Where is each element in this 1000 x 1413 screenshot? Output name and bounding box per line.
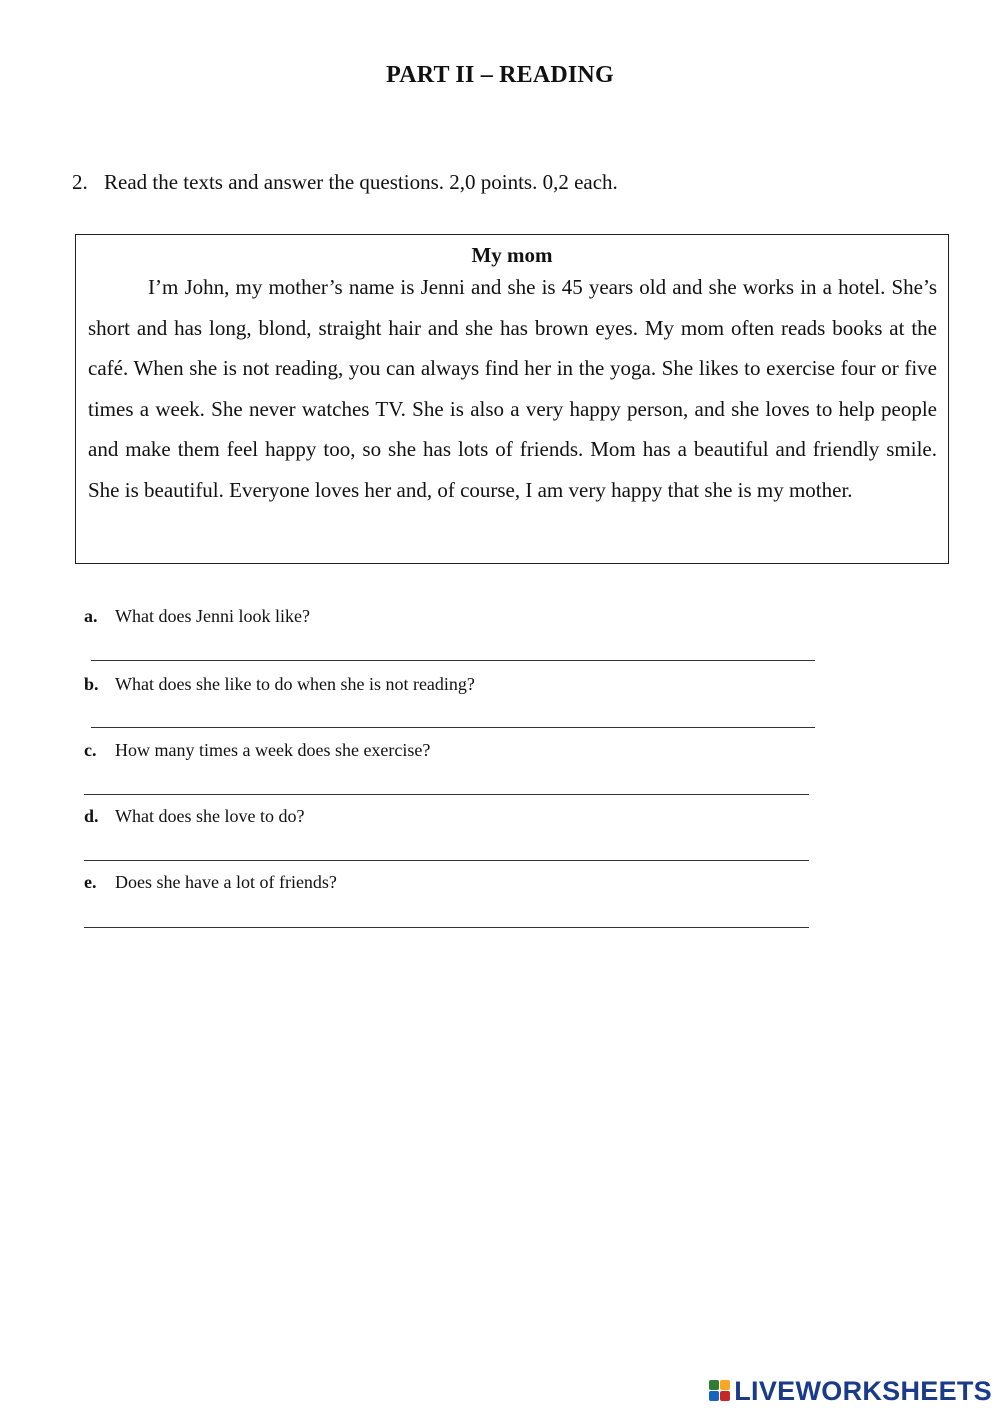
question-letter: e.: [84, 872, 97, 892]
question-letter: c.: [84, 740, 97, 760]
liveworksheets-logo: [709, 1375, 992, 1407]
question-c: [84, 740, 430, 761]
passage-body: I’m John, my mother’s name is Jenni and she is 45 years old and she works in a hotel. She’s short and has long, blond, straight hair and she has brown eyes. My mom often reads books at the café. When she is not reading, you can always find her in the yoga. She likes to exercise four or five times a week. She never watches TV. She is also a very happy person, and she loves to help people and make them feel happy too, so she has lots of friends. Mom has a beautiful and friendly smile. She is beautiful. Everyone loves her and, of course, I am very happy that she is my mother.: [88, 275, 937, 502]
answer-line-b[interactable]: [91, 727, 815, 728]
reading-passage-box: [75, 234, 949, 564]
logo-square-1: [709, 1380, 719, 1390]
instruction-number: 2.: [72, 170, 88, 194]
page-title: PART II – READING: [386, 62, 614, 88]
question-text: What does she love to do?: [115, 806, 305, 826]
answer-line-c[interactable]: [84, 794, 809, 795]
question-text: What does Jenni look like?: [115, 606, 310, 626]
answer-line-d[interactable]: [84, 860, 809, 861]
liveworksheets-logo-icon: [709, 1380, 731, 1402]
logo-square-3: [709, 1391, 719, 1401]
instruction: [72, 170, 618, 195]
question-b: [84, 674, 475, 695]
answer-line-a[interactable]: [91, 660, 815, 661]
logo-text: LIVEWORKSHEETS: [734, 1375, 992, 1406]
instruction-text: Read the texts and answer the questions. 2,0 points. 0,2 each.: [104, 170, 618, 194]
question-letter: d.: [84, 806, 99, 826]
passage-title: My mom: [471, 243, 553, 267]
question-e: [84, 872, 337, 893]
answer-line-e[interactable]: [84, 927, 809, 928]
question-d: [84, 806, 304, 827]
question-text: What does she like to do when she is not reading?: [115, 674, 475, 694]
question-letter: b.: [84, 674, 99, 694]
question-a: [84, 606, 310, 627]
question-text: Does she have a lot of friends?: [115, 872, 337, 892]
logo-square-2: [720, 1380, 730, 1390]
question-letter: a.: [84, 606, 98, 626]
logo-square-4: [720, 1391, 730, 1401]
question-text: How many times a week does she exercise?: [115, 740, 431, 760]
